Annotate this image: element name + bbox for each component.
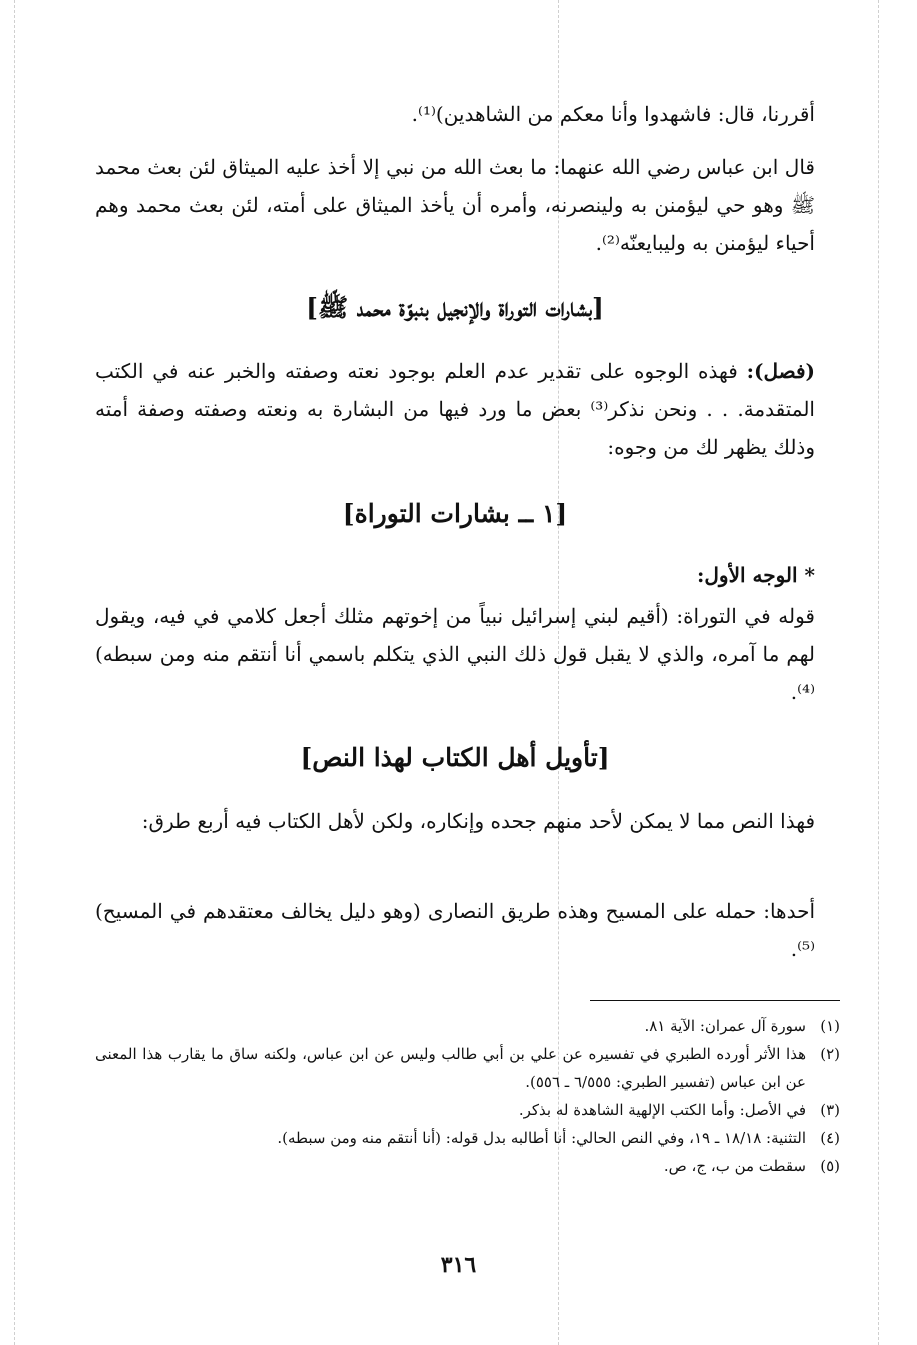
scan-guide-line <box>878 0 879 1345</box>
page-number: ٣١٦ <box>440 1252 477 1278</box>
paragraph-ibn-abbas <box>95 148 815 262</box>
footnote-number: (٤) <box>820 1129 840 1147</box>
section-heading-torah: [١ ــ بشارات التوراة] <box>342 499 568 528</box>
fasl-label: (فصل): <box>746 359 815 383</box>
scan-guide-line <box>14 0 15 1345</box>
footnote-divider <box>590 1000 840 1001</box>
footnotes <box>95 1012 840 1180</box>
paragraph-fasl <box>95 352 815 466</box>
paragraph-text: أقررنا، قال: فاشهدوا وأنا معكم من الشاهدين)⁽¹⁾. <box>411 102 815 126</box>
footnote-item <box>95 1124 840 1152</box>
paragraph-text: فهذه الوجوه على تقدير عدم العلم بوجود نعته وصفته والخبر عنه في الكتب المتقدمة. . . ونحن نذكر⁽³⁾ بعض ما ورد فيها من البشارة به ونعته وصفته وصفة أمته وذلك يظهر لك من وجوه: <box>95 359 815 459</box>
subheading-first-aspect <box>95 556 815 594</box>
paragraph-first-way <box>95 892 815 968</box>
paragraph-text: قال ابن عباس رضي الله عنهما: ما بعث الله من نبي إلا أخذ عليه الميثاق لئن بعث محمد ﷺ وهو حي ليؤمنن به ولينصرنه، وأمره أن يأخذ الميثاق على أمته، لئن بعث محمد وهم أحياء ليؤمنن به وليبايعنّه⁽²⁾. <box>95 155 815 255</box>
footnote-item <box>95 1096 840 1124</box>
footnote-item <box>95 1152 840 1180</box>
footnote-number: (٥) <box>820 1157 840 1175</box>
footnote-number: (٣) <box>820 1101 840 1119</box>
paragraph-torah-quote <box>95 597 815 711</box>
footnote-number: (١) <box>820 1017 840 1035</box>
footnote-text: في الأصل: وأما الكتب الإلهية الشاهدة له بذكر. <box>518 1101 806 1119</box>
subheading-text: * الوجه الأول: <box>697 563 815 587</box>
section-heading: [بشارات التوراة والإنجيل بنبوّة محمد ﷺ] <box>306 293 604 322</box>
footnote-text: سورة آل عمران: الآية ٨١. <box>644 1017 806 1035</box>
footnote-number: (٢) <box>820 1045 840 1063</box>
footnote-item <box>95 1040 840 1096</box>
paragraph-text: أحدها: حمله على المسيح وهذه طريق النصارى (وهو دليل يخالف معتقدهم في المسيح)⁽⁵⁾. <box>95 899 815 961</box>
paragraph-text: قوله في التوراة: (أقيم لبني إسرائيل نبياً من إخوتهم مثلك أجعل كلامي في فيه، ويقول لهم ما آمره، والذي لا يقبل قول ذلك النبي الذي يتكلم باسمي أنا أنتقم منه ومن سبطه)⁽⁴⁾. <box>95 604 815 704</box>
footnote-text: التثنية: ١٨/١٨ ـ ١٩، وفي النص الحالي: أنا أطالبه بدل قوله: (أنا أنتقم منه ومن سبطه). <box>277 1129 806 1147</box>
paragraph-text: فهذا النص مما لا يمكن لأحد منهم جحده وإنكاره، ولكن لأهل الكتاب فيه أربع طرق: <box>141 809 815 833</box>
paragraph-text-block <box>95 802 815 840</box>
footnote-text: سقطت من ب، ج، ص. <box>663 1157 806 1175</box>
section-heading-interpretation: [تأويل أهل الكتاب لهذا النص] <box>300 743 610 772</box>
footnote-item <box>95 1012 840 1040</box>
footnote-text: هذا الأثر أورده الطبري في تفسيره عن علي بن أبي طالب وليس عن ابن عباس، ولكنه ساق ما يقارب هذا المعنى عن ابن عباس (تفسير الطبري: ٦/٥٥٥ ـ ٥٥٦). <box>95 1045 806 1091</box>
paragraph-intro <box>95 95 815 133</box>
